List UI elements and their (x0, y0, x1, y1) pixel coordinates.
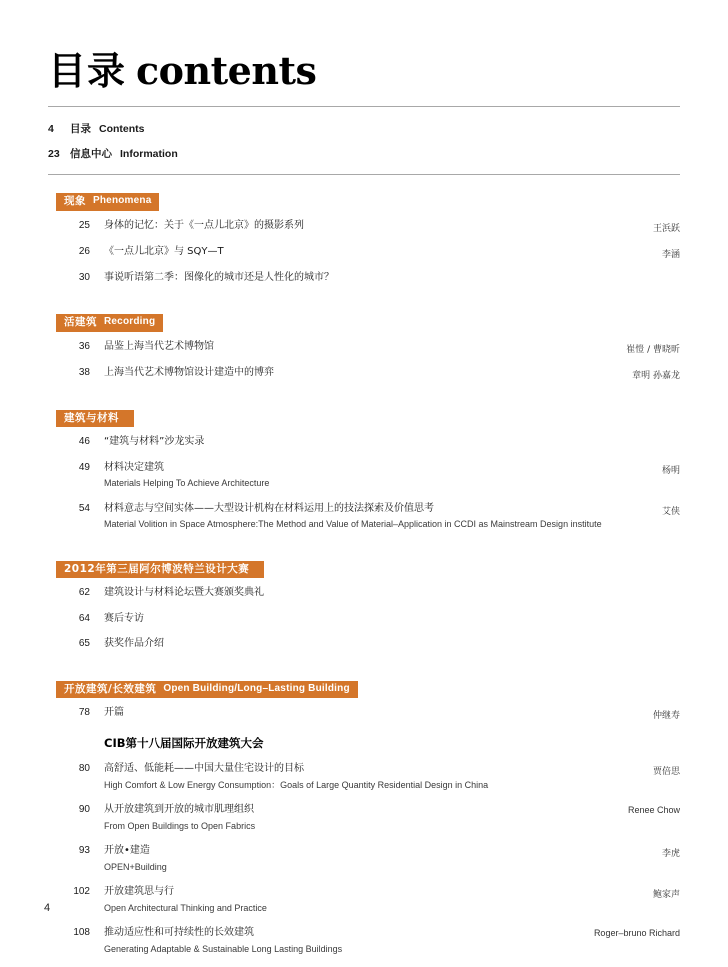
entry-title-cn: “建筑与材料”沙龙实录 (104, 436, 205, 447)
toc-entry[interactable] (48, 803, 680, 833)
toc-entry[interactable] (48, 271, 680, 286)
entry-title-cn: 建筑设计与材料论坛暨大赛颁奖典礼 (104, 587, 264, 598)
entry-title-en: Material Volition in Space Atmosphere:The Method and Value of Material–Application in CCDI as Mainstream Design institute (104, 519, 602, 529)
entry-author: 杨明 (661, 465, 680, 476)
toc-entry[interactable] (48, 612, 680, 627)
page-title-en: contents (136, 48, 317, 93)
toc-entry[interactable] (48, 502, 680, 532)
page-number: 25 (78, 219, 90, 231)
section-title-cn: 建筑与材料 (64, 411, 119, 424)
page-number: 49 (78, 461, 90, 473)
toc-entry[interactable] (48, 461, 680, 491)
section-title-en: Phenomena (93, 195, 152, 207)
entry-title-en: Open Architectural Thinking and Practice (104, 902, 267, 913)
page-number: 26 (78, 245, 90, 257)
folio-page-number: 4 (44, 902, 51, 914)
subsection-title: CIB第十八届国际开放建筑大会 (104, 736, 264, 750)
toc-entry[interactable] (48, 219, 680, 234)
entry-title-en: High Comfort & Low Energy Consumption：Goals of Large Quantity Residential Design in China (104, 779, 489, 790)
entry-author: Renee Chow (627, 805, 680, 815)
page-number: 46 (78, 436, 90, 447)
page-number: 23 (48, 148, 60, 160)
page-number: 36 (78, 340, 90, 352)
page-title-cn: 目录 (48, 49, 127, 93)
page-title (48, 48, 680, 93)
entry-author (670, 612, 680, 614)
entry-author (670, 586, 680, 588)
toc-entry[interactable] (48, 340, 680, 355)
entry-title-cn: 开放•建造 (104, 845, 150, 856)
entry-title-en: OPEN+Building (104, 861, 167, 872)
section-title-en: Open Building/Long–Lasting Building (163, 682, 350, 694)
entry-texts (90, 461, 652, 491)
page-number: 102 (73, 886, 90, 897)
toc-entry[interactable] (48, 586, 680, 601)
page-number: 4 (48, 123, 54, 135)
entry-author: 李涵 (661, 249, 680, 260)
toc-entry[interactable] (48, 366, 680, 381)
page-number: 80 (78, 763, 90, 774)
entry-title-cn: 高舒适、低能耗——中国大量住宅设计的目标 (104, 763, 304, 774)
section-header-design-competition (56, 561, 264, 579)
page-number: 38 (78, 366, 90, 378)
section-header-recording (56, 314, 163, 332)
entry-title-cn: 从开放建筑到开放的城市肌理组织 (104, 804, 254, 815)
entry-author: 鲍家声 (652, 890, 680, 900)
section-title-en: Recording (104, 316, 156, 328)
entry-title-en: Information (120, 148, 178, 160)
entry-texts (90, 803, 618, 833)
entry-title-en: Generating Adaptable & Sustainable Long Lasting Buildings (104, 943, 343, 954)
entry-texts (90, 762, 643, 792)
entry-author: 贾倍思 (652, 767, 680, 777)
toc-entry[interactable] (48, 245, 680, 260)
toc-entry[interactable] (48, 926, 680, 956)
entry-author: 章明 孙嘉龙 (632, 370, 680, 381)
entry-texts (90, 612, 670, 627)
entry-texts (90, 926, 584, 956)
divider-top (48, 106, 680, 107)
entry-texts (90, 340, 616, 355)
entry-title-cn: 事说听语第二季：图像化的城市还是人性化的城市？ (104, 271, 334, 283)
page-number: 54 (78, 502, 90, 514)
entry-title-en: Contents (99, 123, 145, 135)
toc-entry[interactable] (48, 885, 680, 915)
entry-title-en: Materials Helping To Achieve Architecture (104, 478, 270, 488)
page-number: 108 (73, 927, 90, 938)
toc-entry[interactable] (48, 844, 680, 874)
page-number: 62 (78, 587, 90, 598)
page-number: 90 (78, 804, 90, 815)
entry-title-cn: 材料决定建筑 (104, 461, 164, 473)
entry-author: Roger–bruno Richard (593, 928, 680, 938)
section-title-cn: 2012年第三届阿尔博波特兰设计大赛 (64, 562, 250, 575)
entry-title-cn: 获奖作品介绍 (104, 638, 164, 649)
entry-texts (90, 885, 643, 915)
entry-author: 王浜跃 (652, 223, 680, 234)
section-header-open-building (56, 681, 358, 699)
entry-texts (90, 586, 670, 601)
page-number: 30 (78, 271, 90, 283)
entry-texts (90, 502, 652, 532)
toc-entry[interactable] (48, 706, 680, 721)
section-title-cn: 现象 (64, 195, 86, 207)
entry-author (670, 637, 680, 639)
toc-top-entry[interactable] (48, 121, 680, 136)
entry-title-cn: 开篇 (104, 707, 124, 718)
page-number: 65 (78, 638, 90, 649)
entry-texts (90, 844, 652, 874)
page-number: 78 (78, 707, 90, 718)
entry-texts (90, 219, 643, 234)
toc-entry[interactable] (48, 762, 680, 792)
entry-texts (90, 637, 670, 652)
content-area (48, 48, 680, 967)
section-title-cn: 活建筑 (64, 316, 97, 328)
page-number: 64 (78, 612, 90, 624)
toc-top-entry[interactable] (48, 146, 680, 161)
entry-texts (90, 245, 652, 260)
section-header-architecture-materials (56, 410, 134, 428)
entry-title-cn: 赛后专访 (104, 612, 144, 624)
entry-title-en: From Open Buildings to Open Fabrics (104, 820, 256, 831)
toc-entry[interactable] (48, 637, 680, 652)
entry-title-cn: 推动适应性和可持续性的长效建筑 (104, 927, 254, 938)
entry-texts (90, 435, 670, 450)
entry-title-cn: 身体的记忆：关于《一点儿北京》的摄影系列 (104, 219, 304, 231)
divider-mid (48, 174, 680, 175)
entry-texts (90, 271, 670, 286)
entry-title-cn: 《一点儿北京》与 SQY—T (104, 245, 224, 257)
entry-author (670, 271, 680, 273)
entry-texts (90, 366, 622, 381)
page-number: 93 (78, 845, 90, 856)
entry-author: 仲继寿 (652, 711, 680, 721)
entry-title-cn: 信息中心 (70, 148, 112, 160)
section-title-cn: 开放建筑/长效建筑 (64, 682, 157, 695)
entry-title-cn: 目录 (70, 123, 91, 135)
section-header-phenomena (56, 193, 159, 211)
entry-author: 艾侠 (661, 506, 680, 517)
entry-texts (90, 706, 643, 721)
entry-author (670, 435, 680, 437)
entry-title-cn: 上海当代艺术博物馆设计建造中的博弈 (104, 366, 274, 378)
entry-title-cn: 开放建筑思与行 (104, 886, 174, 897)
entry-title-cn: 品鉴上海当代艺术博物馆 (104, 340, 214, 352)
entry-author: 李虎 (661, 849, 680, 859)
toc-entry[interactable] (48, 435, 680, 450)
entry-author: 崔愷 / 曹晓昕 (626, 344, 680, 355)
entry-title-cn: 材料意志与空间实体——大型设计机构在材料运用上的技法探索及价值思考 (104, 502, 434, 514)
